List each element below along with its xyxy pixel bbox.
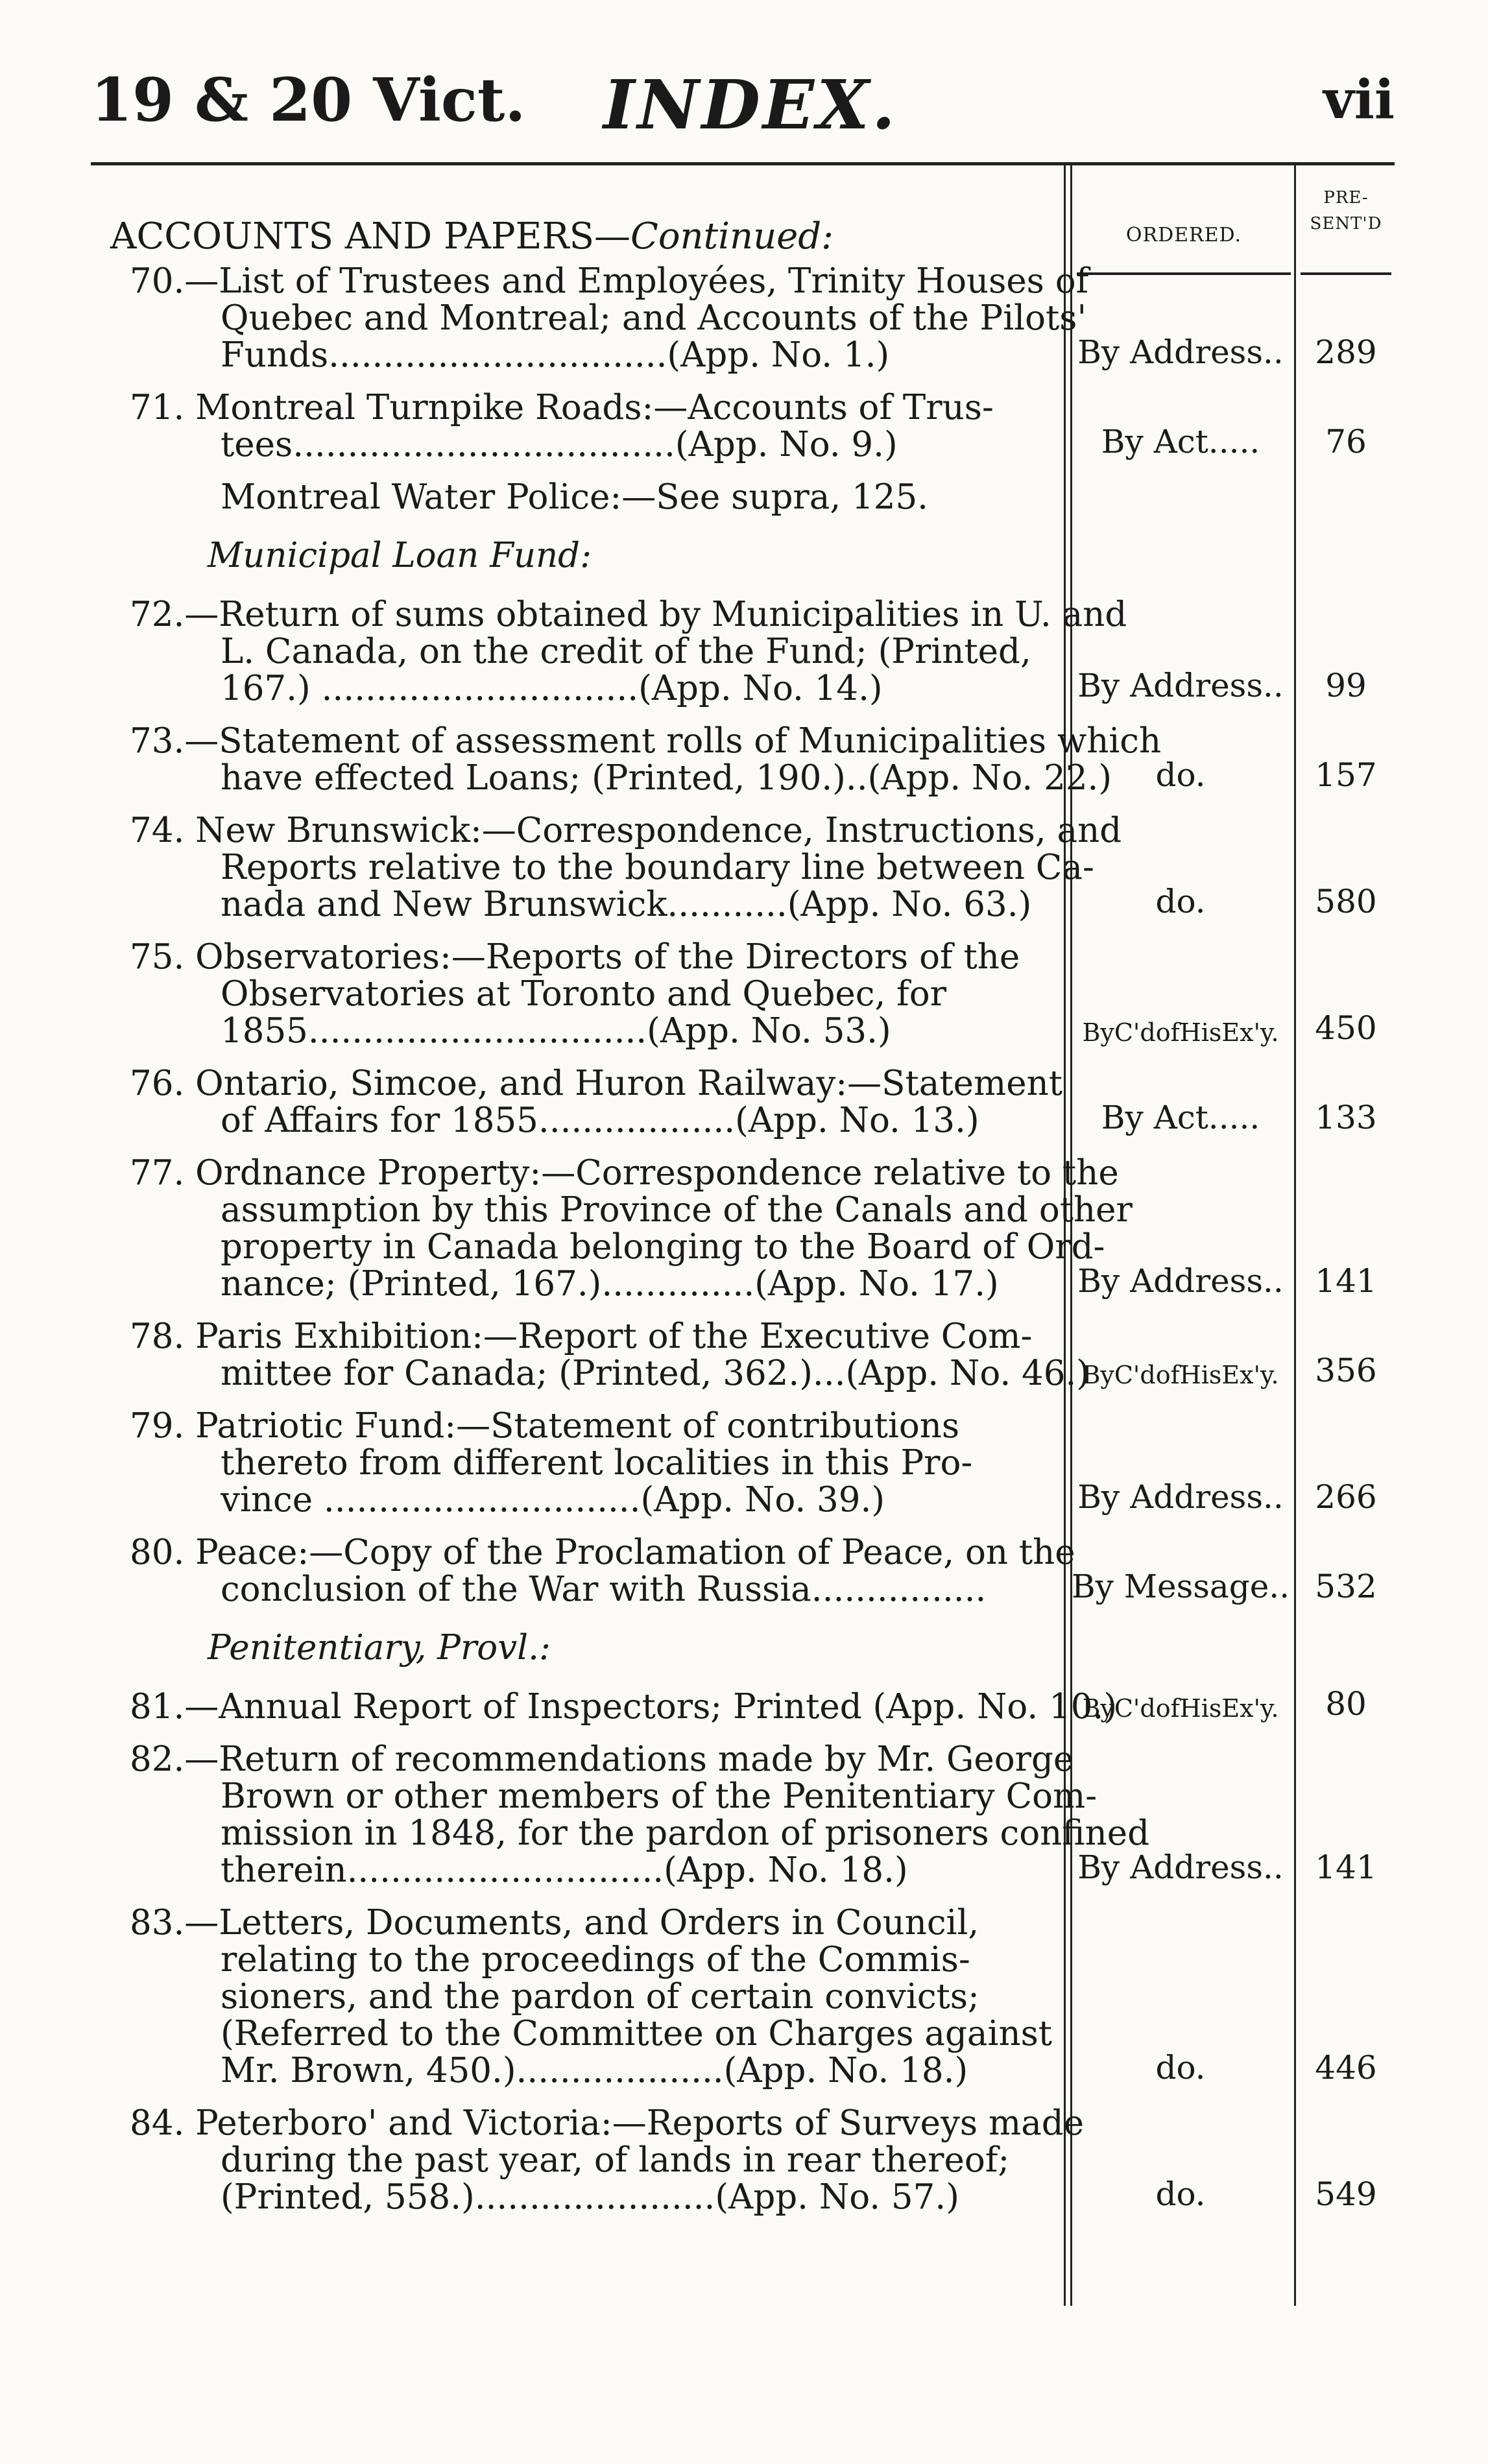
entry-line: thereto from different localities in this Pro-: [221, 1443, 973, 1483]
column-header-presented-line2: SENT'D: [1310, 214, 1382, 233]
ordered-by: By Act.....: [1101, 1099, 1260, 1136]
page-header: [91, 65, 1395, 145]
entry-gap: [104, 1049, 1395, 1065]
index-entry: [104, 389, 1395, 463]
ordered-by: ByC'dofHisEx'y.: [1082, 1694, 1279, 1723]
entry-line: tees...................................(App. No. 9.): [221, 425, 898, 464]
index-entry: [104, 1065, 1395, 1139]
entry-gap: [104, 923, 1395, 939]
entry-line: vince .............................(App. No. 39.): [221, 1480, 885, 1520]
entry-gap: [104, 707, 1395, 723]
entry-line: relating to the proceedings of the Commis-: [221, 1940, 970, 1980]
entry-gap: [104, 580, 1395, 596]
entry-line: 167.) .............................(App. No. 14.): [221, 669, 883, 708]
entry-gap: [104, 1518, 1395, 1534]
entry-description: [104, 531, 1395, 580]
index-entry: [104, 1534, 1395, 1608]
entry-line: (Referred to the Committee on Charges against: [221, 2014, 1053, 2053]
entry-description: [104, 261, 1089, 375]
entry-line: 75. Observatories:—Reports of the Directors of the: [130, 937, 1020, 977]
column-header-presented-line1: PRE-: [1323, 188, 1369, 208]
index-entry: [104, 596, 1395, 707]
section-title-continued: Continued:: [630, 215, 834, 257]
entry-line: of Affairs for 1855..................(App. No. 13.): [221, 1101, 979, 1140]
entry-description: [104, 721, 1162, 798]
presented-page: 76: [1325, 423, 1367, 461]
entry-gap: [104, 1392, 1395, 1407]
entry-line: assumption by this Province of the Canals and other: [221, 1190, 1133, 1230]
entry-line: 77. Ordnance Property:—Correspondence relative to the: [130, 1153, 1119, 1193]
ordered-by: By Address..: [1077, 1262, 1284, 1300]
presented-page: 141: [1315, 1262, 1377, 1300]
entry-line: mission in 1848, for the pardon of prisoners confined: [221, 1813, 1150, 1853]
entry-line: 81.—Annual Report of Inspectors; Printed (App. No. 10.): [130, 1687, 1118, 1727]
entry-description: [104, 1153, 1133, 1304]
presented-page: 446: [1315, 2049, 1377, 2087]
entry-list: [104, 263, 1395, 2231]
presented-page: 289: [1315, 333, 1377, 371]
subheading: [104, 531, 1395, 580]
section-title-text: ACCOUNTS AND PAPERS—: [110, 215, 630, 257]
entry-gap: [104, 1889, 1395, 1904]
entry-line: Brown or other members of the Penitentiary Com-: [221, 1776, 1098, 1816]
entry-line: Municipal Loan Fund:: [208, 536, 592, 575]
entry-line: 72.—Return of sums obtained by Municipalities in U. and: [130, 595, 1127, 634]
entry-line: Penitentiary, Provl.:: [208, 1628, 551, 1668]
subheading: [104, 1623, 1395, 1673]
section-title: [104, 211, 1395, 263]
entry-description: [104, 1533, 1075, 1609]
entry-line: Montreal Water Police:—See supra, 125.: [221, 477, 929, 517]
ordered-by: By Address..: [1077, 667, 1284, 704]
entry-line: Quebec and Montreal; and Accounts of the Pilots': [221, 298, 1087, 338]
entry-line: 79. Patriotic Fund:—Statement of contributions: [130, 1406, 960, 1446]
ordered-by: do.: [1155, 2049, 1206, 2087]
entry-description: [104, 1623, 1395, 1673]
entry-gap: [104, 374, 1395, 389]
ordered-by: do.: [1155, 883, 1206, 920]
ordered-by: do.: [1155, 2175, 1206, 2213]
entry-gap: [104, 1302, 1395, 1318]
entry-line: nance; (Printed, 167.)..............(App. No. 17.): [221, 1264, 999, 1304]
entry-line: 76. Ontario, Simcoe, and Huron Railway:—Statement: [130, 1064, 1063, 1103]
entry-line: 70.—List of Trustees and Employées, Trinity Houses of: [130, 261, 1089, 301]
column-header-ordered: ORDERED.: [1125, 224, 1242, 246]
entry-line: L. Canada, on the credit of the Fund; (Printed,: [221, 632, 1031, 671]
entry-description: [104, 1904, 1057, 2089]
ordered-by: By Address..: [1077, 1478, 1284, 1516]
session-label: 19 & 20 Vict.: [91, 65, 526, 135]
entry-line: 71. Montreal Turnpike Roads:—Accounts of Trus-: [130, 388, 994, 427]
index-entry: [104, 479, 1395, 516]
index-entry: [104, 1407, 1395, 1518]
entry-description: [104, 1407, 1057, 1518]
index-entry: [104, 1741, 1395, 1889]
entry-line: 84. Peterboro' and Victoria:—Reports of Surveys made: [130, 2103, 1085, 2143]
ordered-by: By Address..: [1077, 1848, 1284, 1886]
entry-line: sioners, and the pardon of certain convicts;: [221, 1977, 979, 2016]
entry-description: [104, 1317, 1090, 1393]
entry-gap: [104, 1139, 1395, 1154]
entry-line: mittee for Canada; (Printed, 362.)...(App. No. 46.): [221, 1354, 1090, 1393]
index-entry: [104, 812, 1395, 923]
page-title: INDEX.: [603, 65, 898, 145]
entry-description: [104, 595, 1127, 708]
entry-line: property in Canada belonging to the Board of Ord-: [221, 1227, 1105, 1267]
entry-description: [104, 1064, 1063, 1140]
ordered-by: By Act.....: [1101, 423, 1260, 461]
presented-page: 450: [1315, 1009, 1377, 1047]
entry-gap: [104, 516, 1395, 531]
entry-description: [104, 1687, 1118, 1727]
entry-description: [104, 2103, 1085, 2217]
index-entry: [104, 1318, 1395, 1392]
entry-line: therein.............................(App. No. 18.): [221, 1850, 908, 1890]
entry-line: Observatories at Toronto and Quebec, for: [221, 974, 947, 1014]
presented-page: 157: [1315, 756, 1377, 794]
entry-line: 80. Peace:—Copy of the Proclamation of Peace, on the: [130, 1533, 1075, 1572]
presented-page: 549: [1315, 2175, 1377, 2213]
entry-line: 83.—Letters, Documents, and Orders in Council,: [130, 1903, 979, 1943]
entry-line: nada and New Brunswick...........(App. No. 63.): [221, 885, 1032, 924]
entry-line: 73.—Statement of assessment rolls of Municipalities which: [130, 721, 1162, 761]
entry-gap: [104, 796, 1395, 812]
index-entry: [104, 1685, 1395, 1727]
index-entry: [104, 939, 1395, 1049]
ordered-by: By Message..: [1071, 1568, 1290, 1605]
entry-line: Funds...............................(App. No. 1.): [221, 335, 890, 375]
entry-line: during the past year, of lands in rear thereof;: [221, 2140, 1010, 2180]
presented-page: 99: [1325, 667, 1367, 704]
entry-line: 1855...............................(App. No. 53.): [221, 1011, 891, 1051]
ordered-by: By Address..: [1077, 333, 1284, 371]
entry-gap: [104, 2216, 1395, 2231]
entry-line: have effected Loans; (Printed, 190.)..(App. No. 22.): [221, 758, 1112, 798]
index-entry: [104, 2105, 1395, 2216]
entry-line: conclusion of the War with Russia................: [221, 1570, 987, 1609]
entry-description: [104, 1740, 1150, 1890]
ordered-by: ByC'dofHisEx'y.: [1082, 1361, 1279, 1389]
entry-line: Mr. Brown, 450.)...................(App. No. 18.): [221, 2051, 968, 2090]
entry-description: [104, 389, 1057, 463]
entry-gap: [104, 1673, 1395, 1688]
presented-page: 356: [1315, 1352, 1377, 1389]
entry-line: 74. New Brunswick:—Correspondence, Instructions, and: [130, 811, 1122, 850]
index-entry: [104, 1154, 1395, 1302]
presented-page: 80: [1325, 1685, 1367, 1723]
index-entry: [104, 263, 1395, 374]
entry-gap: [104, 2089, 1395, 2105]
header-rule: [91, 162, 1395, 165]
entry-description: [104, 939, 1057, 1049]
presented-page: 266: [1315, 1478, 1377, 1516]
ordered-by: ByC'dofHisEx'y.: [1082, 1018, 1279, 1047]
entry-line: Reports relative to the boundary line between Ca-: [221, 848, 1094, 887]
index-entries: [104, 211, 1395, 2231]
entry-gap: [104, 1725, 1395, 1741]
entry-line: 78. Paris Exhibition:—Report of the Executive Com-: [130, 1317, 1033, 1356]
entry-line: 82.—Return of recommendations made by Mr. George: [130, 1740, 1074, 1779]
ordered-by: do.: [1155, 756, 1206, 794]
entry-line: (Printed, 558.)......................(App. No. 57.): [221, 2177, 959, 2217]
presented-page: 141: [1315, 1848, 1377, 1886]
page-number: vii: [1323, 69, 1395, 131]
entry-gap: [104, 1608, 1395, 1623]
index-entry: [104, 1904, 1395, 2089]
presented-page: 133: [1315, 1099, 1377, 1136]
presented-page: 580: [1315, 883, 1377, 920]
entry-gap: [104, 463, 1395, 479]
presented-page: 532: [1315, 1568, 1377, 1605]
entry-description: [104, 811, 1122, 924]
entry-description: [104, 479, 1057, 516]
index-entry: [104, 723, 1395, 796]
